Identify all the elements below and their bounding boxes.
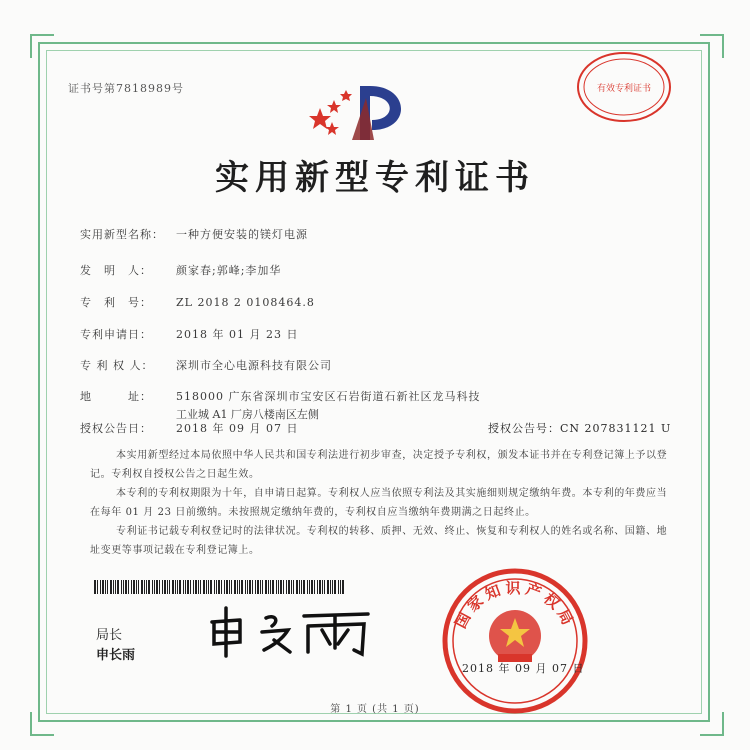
top-stamp-text: 有效专利证书: [596, 84, 652, 94]
barcode-bar: [172, 580, 174, 594]
barcode-bar: [128, 580, 129, 594]
barcode-bar: [276, 580, 277, 594]
handwritten-signature: [200, 600, 380, 660]
barcode-bar: [214, 580, 215, 594]
barcode-bar: [327, 580, 329, 594]
barcode-bar: [102, 580, 104, 594]
field-patent-number: [80, 294, 315, 310]
barcode-bar: [260, 580, 261, 594]
barcode-bar: [206, 580, 207, 594]
field-label: 地 址：: [80, 390, 152, 403]
barcode-bar: [203, 580, 205, 594]
field-label: 授权公告日：: [80, 422, 152, 435]
barcode-bar: [218, 580, 220, 594]
field-address: [80, 388, 481, 404]
barcode-bar: [117, 580, 119, 594]
seal-text: 国家知识产权局: [451, 579, 579, 632]
corner-ornament: [700, 34, 724, 58]
barcode-bar: [190, 580, 191, 594]
barcode-bar: [216, 580, 217, 594]
barcode-bar: [303, 580, 305, 594]
barcode-bar: [159, 580, 160, 594]
notice-paragraph: 本专利的专利权期限为十年，自申请日起算。专利权人应当依照专利法及其实施细则规定缴纳年费。本专利的年费应当在每年 01 月 23 日前缴纳。未按照规定缴纳年费的，专利权自应当缴纳年费期满之日起终止。: [90, 488, 668, 518]
field-value: 518000 广东省深圳市宝安区石岩街道石新社区龙马科技: [176, 390, 481, 403]
barcode-bar: [144, 580, 145, 594]
barcode-bar: [131, 580, 132, 594]
barcode-bar: [169, 580, 170, 594]
barcode-bar: [278, 580, 279, 594]
barcode-bar: [317, 580, 318, 594]
field-value: 2018 年 01 月 23 日: [176, 328, 299, 341]
seal-date: 2018 年 09 月 07 日: [462, 662, 585, 675]
barcode-bar: [322, 580, 323, 594]
field-label: 专 利 权 人：: [80, 359, 154, 372]
barcode-bar: [193, 580, 194, 594]
field-value: 一种方便安装的镁灯电源: [176, 228, 308, 241]
field-label: 授权公告号：: [488, 422, 560, 435]
barcode-bar: [133, 580, 135, 594]
signature-title: 局长: [96, 628, 123, 643]
barcode-bar: [324, 580, 325, 594]
certificate-title: 实用新型专利证书: [215, 158, 535, 198]
barcode-bar: [280, 580, 282, 594]
barcode-bar: [148, 580, 150, 594]
field-announcement-date: [80, 420, 298, 436]
barcode-bar: [234, 580, 236, 594]
field-value: 2018 年 09 月 07 日: [176, 422, 299, 435]
certificate-number: 证书号第7818989号: [68, 82, 184, 95]
barcode-bar: [200, 580, 201, 594]
notice-paragraph: 专利证书记载专利权登记时的法律状况。专利权的转移、质押、无效、终止、恢复和专利权人的姓名或名称、国籍、地址变更等事项记载在专利登记簿上。: [90, 526, 668, 556]
barcode-bar: [309, 580, 310, 594]
barcode-bar: [183, 580, 184, 594]
barcode-bar: [314, 580, 315, 594]
notice-paragraph: 本实用新型经过本局依照中华人民共和国专利法进行初步审查，决定授予专利权，颁发本证书并在专利登记簿上予以登记。专利权自授权公告之日起生效。: [90, 450, 668, 480]
barcode-bar: [138, 580, 139, 594]
barcode-bar: [152, 580, 153, 594]
barcode-bar: [167, 580, 168, 594]
barcode-bar: [224, 580, 225, 594]
barcode-bar: [208, 580, 209, 594]
barcode-bar: [332, 580, 333, 594]
barcode-bar: [319, 580, 321, 594]
barcode-bar: [141, 580, 143, 594]
field-filing-date: [80, 326, 298, 342]
field-label: 发 明 人：: [80, 264, 152, 277]
barcode-bar: [338, 580, 339, 594]
barcode-bar: [342, 580, 344, 594]
barcode-bar: [187, 580, 189, 594]
barcode-bar: [272, 580, 274, 594]
barcode-bar: [121, 580, 122, 594]
barcode-bar: [123, 580, 124, 594]
barcode-bar: [299, 580, 300, 594]
barcode-bar: [210, 580, 212, 594]
barcode-bar: [221, 580, 222, 594]
barcode: [94, 580, 344, 594]
barcode-bar: [136, 580, 137, 594]
field-address-line2: 工业城 A1 厂房八楼南区左侧: [176, 408, 319, 421]
barcode-bar: [125, 580, 127, 594]
barcode-bar: [241, 580, 243, 594]
barcode-bar: [113, 580, 114, 594]
barcode-bar: [247, 580, 248, 594]
barcode-bar: [226, 580, 228, 594]
signature-name: 申长雨: [96, 648, 136, 663]
barcode-bar: [288, 580, 290, 594]
barcode-bar: [195, 580, 197, 594]
field-announcement-number: [488, 420, 671, 436]
barcode-bar: [249, 580, 251, 594]
barcode-bar: [293, 580, 294, 594]
barcode-bar: [179, 580, 181, 594]
corner-ornament: [30, 34, 54, 58]
barcode-bar: [334, 580, 336, 594]
barcode-bar: [231, 580, 232, 594]
barcode-bar: [257, 580, 259, 594]
barcode-bar: [100, 580, 101, 594]
barcode-bar: [105, 580, 106, 594]
barcode-bar: [198, 580, 199, 594]
barcode-bar: [162, 580, 163, 594]
barcode-bar: [340, 580, 341, 594]
barcode-bar: [237, 580, 238, 594]
barcode-bar: [296, 580, 298, 594]
barcode-bar: [175, 580, 176, 594]
field-value: ZL 2018 2 0108464.8: [176, 296, 315, 309]
field-label: 专利申请日：: [80, 328, 152, 341]
barcode-bar: [115, 580, 116, 594]
barcode-bar: [164, 580, 166, 594]
barcode-bar: [94, 580, 96, 594]
official-seal: [440, 566, 590, 716]
field-value: 深圳市全心电源科技有限公司: [176, 359, 332, 372]
barcode-bar: [283, 580, 284, 594]
barcode-bar: [239, 580, 240, 594]
field-inventor: [80, 262, 281, 278]
barcode-bar: [330, 580, 331, 594]
field-value: 颜家春;郭峰;李加华: [176, 264, 282, 277]
barcode-bar: [245, 580, 246, 594]
barcode-bar: [291, 580, 292, 594]
barcode-bar: [154, 580, 155, 594]
barcode-bar: [268, 580, 269, 594]
corner-ornament: [30, 712, 54, 736]
barcode-bar: [307, 580, 308, 594]
field-patentee: [80, 357, 332, 373]
barcode-bar: [270, 580, 271, 594]
barcode-bar: [97, 580, 98, 594]
barcode-bar: [252, 580, 253, 594]
field-label: 实用新型名称：: [80, 228, 164, 241]
barcode-bar: [229, 580, 230, 594]
barcode-bar: [146, 580, 147, 594]
barcode-bar: [185, 580, 186, 594]
barcode-bar: [107, 580, 108, 594]
barcode-bar: [301, 580, 302, 594]
barcode-bar: [311, 580, 313, 594]
barcode-bar: [110, 580, 112, 594]
barcode-bar: [177, 580, 178, 594]
top-stamp: [574, 50, 674, 124]
field-utility-name: [80, 226, 308, 242]
barcode-bar: [286, 580, 287, 594]
barcode-bar: [255, 580, 256, 594]
barcode-bar: [265, 580, 267, 594]
cnipa-logo-icon: [300, 78, 430, 148]
field-label: 专 利 号：: [80, 296, 152, 309]
page-footer: 第 1 页 (共 1 页): [330, 704, 420, 715]
field-value: CN 207831121 U: [560, 422, 672, 435]
barcode-bar: [262, 580, 263, 594]
corner-ornament: [700, 712, 724, 736]
barcode-bar: [156, 580, 158, 594]
